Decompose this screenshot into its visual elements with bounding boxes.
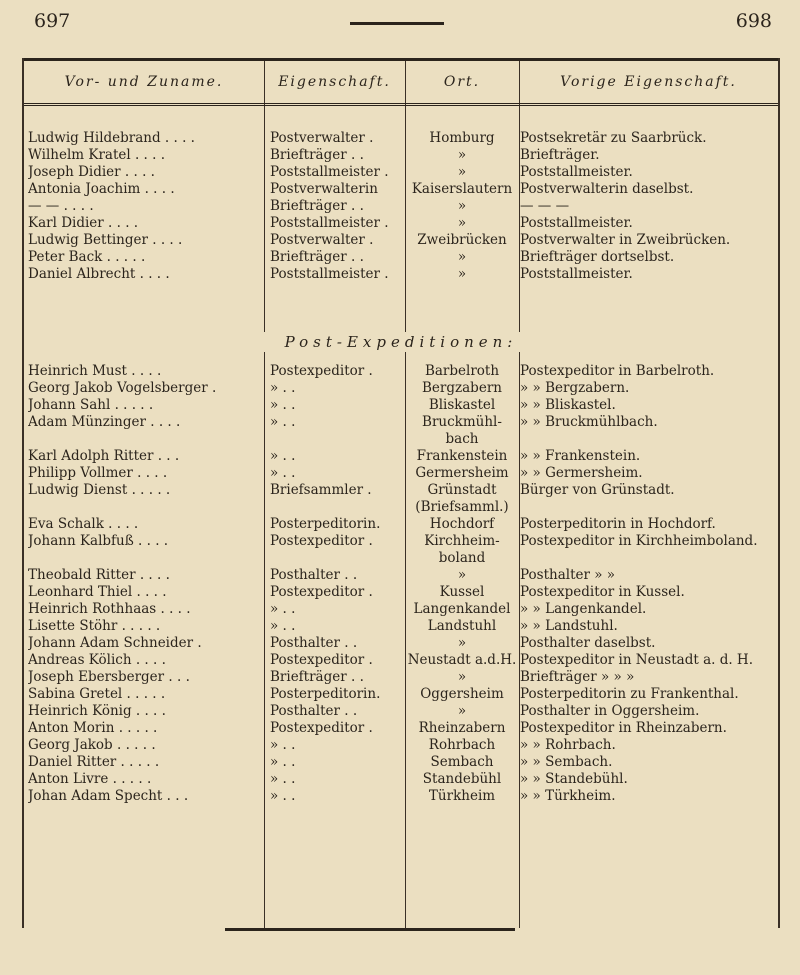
previous-position: Postexpeditor in Neustadt a. d. H.	[520, 652, 753, 668]
position: Postexpeditor .	[270, 584, 373, 600]
table-row	[24, 669, 778, 686]
table-row	[24, 249, 778, 266]
table-row	[24, 232, 778, 249]
person-name: Sabina Gretel . . . . .	[28, 686, 166, 702]
bottom-rule	[225, 928, 515, 931]
table-row	[24, 737, 778, 754]
previous-position: Briefträger dortselbst.	[520, 249, 675, 265]
table-row	[24, 516, 778, 533]
table-row	[24, 198, 778, 215]
table-row	[24, 550, 778, 567]
table-row	[24, 266, 778, 283]
position: Postexpeditor .	[270, 720, 373, 736]
previous-position: » » Frankenstein.	[520, 448, 641, 464]
place: boland	[438, 550, 486, 566]
place: Kirchheim-	[424, 533, 500, 549]
place: Sembach	[430, 754, 494, 770]
position: Briefträger . .	[270, 249, 364, 265]
table-row	[24, 601, 778, 618]
place: Zweibrücken	[417, 232, 507, 248]
place: Homburg	[429, 130, 495, 146]
table-row	[24, 465, 778, 482]
place: Standebühl	[422, 771, 502, 787]
person-name: Johann Kalbfuß . . . .	[28, 533, 169, 549]
person-name: Philipp Vollmer . . . .	[28, 465, 168, 481]
previous-position: » » Bruckmühlbach.	[520, 414, 658, 430]
table-row	[24, 635, 778, 652]
previous-position: » » Standebühl.	[520, 771, 628, 787]
previous-position: Postexpeditor in Barbelroth.	[520, 363, 715, 379]
person-name: Georg Jakob Vogelsberger .	[28, 380, 217, 396]
previous-position: Posterpeditorin zu Frankenthal.	[520, 686, 739, 702]
place: »	[457, 147, 467, 163]
previous-position: Poststallmeister.	[520, 266, 633, 282]
position: » . .	[270, 754, 296, 770]
previous-position: Postexpeditor in Kirchheimboland.	[520, 533, 758, 549]
section-title: Post-Expeditionen:	[24, 332, 778, 352]
previous-position: — — —	[520, 198, 570, 214]
table-row	[24, 215, 778, 232]
top-rule	[350, 22, 444, 25]
person-name: Daniel Ritter . . . . .	[28, 754, 160, 770]
person-name: Adam Münzinger . . . .	[28, 414, 181, 430]
position: Postverwalter .	[270, 130, 374, 146]
position: Poststallmeister .	[270, 215, 389, 231]
position: » . .	[270, 618, 296, 634]
position: Posthalter . .	[270, 567, 358, 583]
place: (Briefsamml.)	[415, 499, 509, 515]
previous-position: Briefträger » » »	[520, 669, 635, 685]
previous-position: Poststallmeister.	[520, 215, 633, 231]
previous-position: Posterpeditorin in Hochdorf.	[520, 516, 716, 532]
table-row	[24, 397, 778, 414]
previous-position: Postexpeditor in Kussel.	[520, 584, 685, 600]
place: Barbelroth	[424, 363, 500, 379]
position: » . .	[270, 414, 296, 430]
table-row	[24, 363, 778, 380]
previous-position: Bürger von Grünstadt.	[520, 482, 675, 498]
header-name: Vor- und Zuname.	[64, 74, 224, 90]
previous-position: Postsekretär zu Saarbrück.	[520, 130, 707, 146]
place: »	[457, 703, 467, 719]
table-row	[24, 584, 778, 601]
previous-position: Posthalter » »	[520, 567, 616, 583]
person-name: Eva Schalk . . . .	[28, 516, 139, 532]
table-row	[24, 771, 778, 788]
position: Briefsammler .	[270, 482, 372, 498]
table-row	[24, 533, 778, 550]
place: Germersheim	[415, 465, 509, 481]
page-number-left: 697	[34, 10, 71, 32]
header-place: Ort.	[443, 74, 481, 90]
table-row	[24, 164, 778, 181]
position: Postverwalterin	[270, 181, 378, 197]
person-name: Ludwig Dienst . . . . .	[28, 482, 171, 498]
person-name: Theobald Ritter . . . .	[28, 567, 170, 583]
place: »	[457, 567, 467, 583]
place: »	[457, 215, 467, 231]
page-number-right: 698	[735, 10, 772, 32]
person-name: Wilhelm Kratel . . . .	[28, 147, 166, 163]
position: » . .	[270, 601, 296, 617]
previous-position: Postverwalter in Zweibrücken.	[520, 232, 731, 248]
header-previous: Vorige Eigenschaft.	[560, 74, 737, 90]
place: »	[457, 164, 467, 180]
position: Posterpeditorin.	[270, 516, 381, 532]
place: Landstuhl	[427, 618, 497, 634]
table-row	[24, 618, 778, 635]
place: Grünstadt	[427, 482, 497, 498]
previous-position: » » Bliskastel.	[520, 397, 616, 413]
table-header	[24, 58, 778, 106]
previous-position: Posthalter daselbst.	[520, 635, 656, 651]
table-row	[24, 652, 778, 669]
person-name: Lisette Stöhr . . . . .	[28, 618, 161, 634]
position: » . .	[270, 448, 296, 464]
person-name: Johann Sahl . . . . .	[28, 397, 154, 413]
previous-position: » » Bergzabern.	[520, 380, 630, 396]
place: Bergzabern	[422, 380, 502, 396]
place: bach	[445, 431, 479, 447]
person-name: Ludwig Bettinger . . . .	[28, 232, 183, 248]
position: » . .	[270, 737, 296, 753]
person-name: Joseph Didier . . . .	[28, 164, 155, 180]
previous-position: » » Langenkandel.	[520, 601, 647, 617]
personnel-table	[22, 58, 780, 928]
position: » . .	[270, 771, 296, 787]
table-row	[24, 788, 778, 805]
person-name: Karl Adolph Ritter . . .	[28, 448, 180, 464]
place: »	[457, 198, 467, 214]
person-name: Joseph Ebersberger . . .	[28, 669, 190, 685]
table-row	[24, 703, 778, 720]
person-name: Heinrich Rothhaas . . . .	[28, 601, 191, 617]
place: »	[457, 669, 467, 685]
person-name: Anton Morin . . . . .	[28, 720, 158, 736]
position: Postverwalter .	[270, 232, 374, 248]
person-name: Andreas Kölich . . . .	[28, 652, 166, 668]
previous-position: Briefträger.	[520, 147, 600, 163]
place: Bruckmühl-	[422, 414, 502, 430]
position: Postexpeditor .	[270, 652, 373, 668]
person-name: Leonhard Thiel . . . .	[28, 584, 167, 600]
place: Hochdorf	[429, 516, 495, 532]
previous-position: Posthalter in Oggersheim.	[520, 703, 700, 719]
previous-position: » » Sembach.	[520, 754, 613, 770]
place: Frankenstein	[416, 448, 508, 464]
place: Rheinzabern	[418, 720, 506, 736]
previous-position: Poststallmeister.	[520, 164, 633, 180]
person-name: Peter Back . . . . .	[28, 249, 146, 265]
table-row	[24, 499, 778, 516]
table-row	[24, 431, 778, 448]
position: Posthalter . .	[270, 703, 358, 719]
table-row	[24, 567, 778, 584]
person-name: Antonia Joachim . . . .	[28, 181, 175, 197]
place: Kussel	[439, 584, 485, 600]
person-name: Heinrich König . . . .	[28, 703, 166, 719]
table-row	[24, 754, 778, 771]
place: »	[457, 249, 467, 265]
table-row	[24, 181, 778, 198]
table-row	[24, 448, 778, 465]
position: Postexpeditor .	[270, 363, 373, 379]
table-row	[24, 147, 778, 164]
person-name: Georg Jakob . . . . .	[28, 737, 156, 753]
position: Postexpeditor .	[270, 533, 373, 549]
place: Langenkandel	[413, 601, 511, 617]
place: Rohrbach	[428, 737, 496, 753]
table-row	[24, 130, 778, 147]
place: Kaiserslautern	[411, 181, 513, 197]
table-row	[24, 686, 778, 703]
previous-position: » » Rohrbach.	[520, 737, 616, 753]
previous-position: Postverwalterin daselbst.	[520, 181, 694, 197]
position: Poststallmeister .	[270, 266, 389, 282]
table-row	[24, 720, 778, 737]
person-name: Anton Livre . . . . .	[28, 771, 152, 787]
position: Poststallmeister .	[270, 164, 389, 180]
place: Bliskastel	[428, 397, 496, 413]
position: » . .	[270, 380, 296, 396]
person-name: Johann Adam Schneider .	[28, 635, 202, 651]
position: » . .	[270, 397, 296, 413]
place: »	[457, 635, 467, 651]
place: Türkheim	[428, 788, 496, 804]
position: Posthalter . .	[270, 635, 358, 651]
position: » . .	[270, 465, 296, 481]
person-name: Daniel Albrecht . . . .	[28, 266, 170, 282]
person-name: Karl Didier . . . .	[28, 215, 139, 231]
person-name: Johan Adam Specht . . .	[28, 788, 189, 804]
person-name: — — . . . .	[28, 198, 94, 214]
person-name: Ludwig Hildebrand . . . .	[28, 130, 195, 146]
position: Briefträger . .	[270, 669, 364, 685]
place: Neustadt a.d.H.	[407, 652, 517, 668]
table-row	[24, 414, 778, 431]
place: Oggersheim	[420, 686, 504, 702]
previous-position: » » Germersheim.	[520, 465, 643, 481]
position: Posterpeditorin.	[270, 686, 381, 702]
place: »	[457, 266, 467, 282]
previous-position: » » Türkheim.	[520, 788, 616, 804]
position: » . .	[270, 788, 296, 804]
position: Briefträger . .	[270, 147, 364, 163]
previous-position: Postexpeditor in Rheinzabern.	[520, 720, 727, 736]
table-row	[24, 482, 778, 499]
person-name: Heinrich Must . . . .	[28, 363, 162, 379]
position: Briefträger . .	[270, 198, 364, 214]
previous-position: » » Landstuhl.	[520, 618, 618, 634]
header-property: Eigenschaft.	[278, 74, 391, 90]
table-row	[24, 380, 778, 397]
